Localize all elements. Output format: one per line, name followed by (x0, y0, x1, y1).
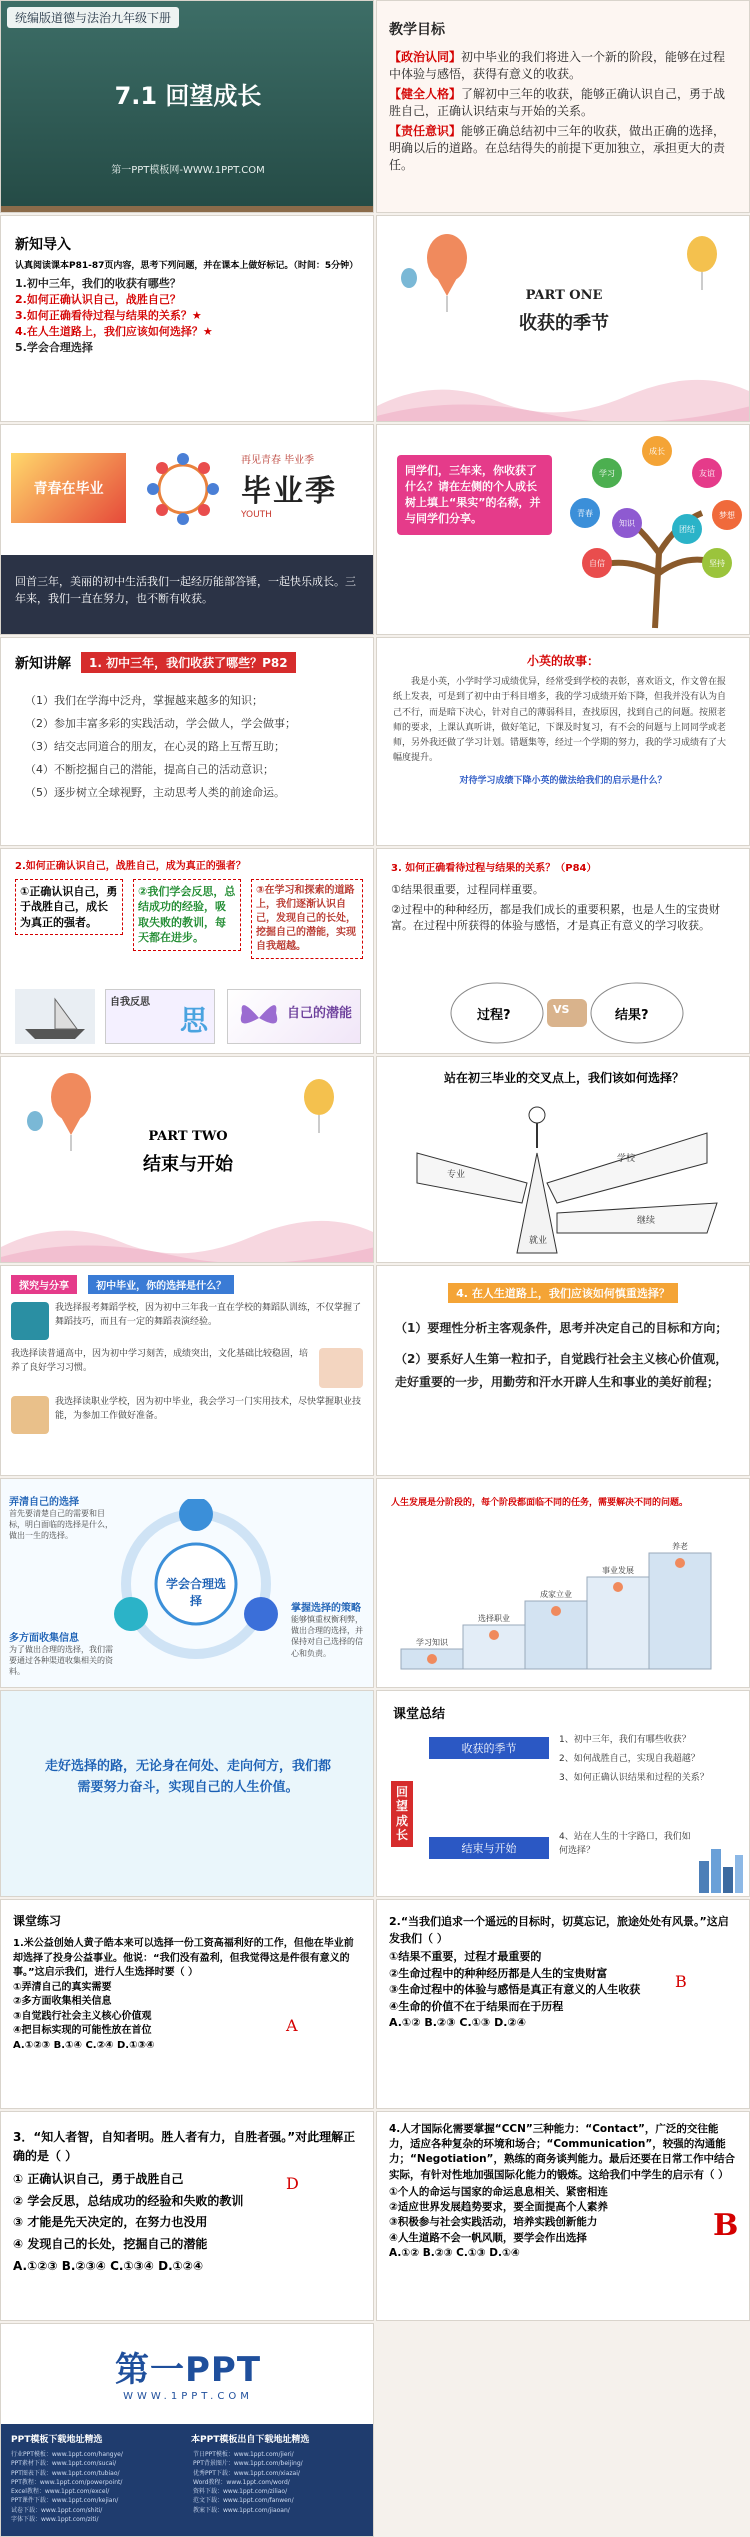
student-image (319, 1348, 363, 1388)
footer-link[interactable]: PPT背景图片：www.1ppt.com/beijing/ (193, 2460, 303, 2468)
explore-tag: 探究与分享 (11, 1275, 77, 1294)
choice-vocational: 我选择读职业学校，因为初中毕业，我会学习一门实用技术，尽快掌握职业技能，为参加工作做好准备。 (55, 1397, 362, 1421)
banner-youth-graduation: 青春在毕业 (11, 453, 126, 523)
grade-tag: 统编版道德与法治九年级下册 (7, 7, 179, 28)
self-reflection-image (105, 989, 215, 1044)
quote-text: 走好选择的路，无论身在何处、走向何方，我们都需要努力奋斗，实现自己的人生价值。 (44, 1759, 331, 1795)
exercise-option: ① 正确认识自己，勇于战胜自己 (13, 2172, 184, 2187)
photo-strip (1, 425, 374, 555)
stage-label: 选择职业 (478, 1614, 510, 1623)
stage-label: 学习知识 (416, 1638, 448, 1647)
slide-part-one (376, 215, 750, 422)
tree-fruit-label: 自信 (589, 559, 605, 568)
graduation-caption: 回首三年，美丽的初中生活我们一起经历能部答锤，一起快乐成长。三年来，我们一直在努力，也不断有收获。 (15, 575, 356, 606)
footer-logo-area (1, 2324, 374, 2424)
footer-link[interactable]: Excel教程：www.1ppt.com/excel/ (11, 2488, 110, 2496)
exercise-option: ①个人的命运与国家的命运息息相关、紧密相连 (389, 2185, 608, 2198)
footer-links-area (1, 2424, 374, 2537)
chalk-ledge (1, 206, 374, 213)
lesson-title: 7.1 回望成长 (114, 82, 262, 110)
slide-part-two (0, 1056, 374, 1263)
section-question: 2.如何正确认识自己，战胜自己，成为真正的强者？ (15, 861, 246, 872)
slide-careful-choice (376, 1265, 750, 1476)
tree-fruit-label: 梦想 (719, 511, 735, 520)
step-title: 弄清自己的选择 (9, 1497, 79, 1508)
stage-label: 成家立业 (540, 1590, 572, 1599)
footer-left-title: PPT模板下载地址精选 (11, 2435, 103, 2445)
slide-intro (0, 215, 374, 422)
slide-life-stages (376, 1478, 750, 1688)
exercise-option: ①弄清自己的真实需要 (13, 1981, 112, 1993)
sign-label: 专业 (447, 1170, 466, 1180)
harvest-item: （3）结交志同道合的朋友，在心灵的路上互帮互助； (25, 740, 285, 754)
footer-link[interactable]: Word教程：www.1ppt.com/word/ (193, 2478, 290, 2486)
tree-fruit-label: 坚持 (709, 559, 725, 568)
growth-tree-image (567, 433, 747, 633)
slide-process-result (376, 848, 750, 1054)
step-collect (9, 1629, 119, 1678)
stage-person-icon (489, 1630, 499, 1640)
summary-item: 3、如何正确认识结果和过程的关系？ (559, 1772, 709, 1783)
point-2: ②过程中的种种经历，都是我们成长的重要积累，也是人生的宝贵财富。在过程中所获得的体验与感悟，才是真正有意义的学习收获。 (391, 902, 720, 932)
exercise-option: ②生命过程中的种种经历都是人生的宝贵财富 (389, 1966, 608, 1980)
exercise-choices: A.①②③ B.①④ C.②④ D.①③④ (13, 2039, 155, 2051)
stages-caption: 人生发展是分阶段的，每个阶段都面临不同的任务，需要解决不同的问题。 (391, 1498, 689, 1508)
exercise-question: 2.“当我们追求一个遥远的目标时，切莫忘记，旅途处处有风景。”这启发我们（ ） (389, 1915, 729, 1945)
exercise-option: ③积极参与社会实践活动，培养实践创新能力 (389, 2216, 598, 2229)
point-box-1: ①正确认识自己，勇于战胜自己，成长为真正的强者。 (15, 879, 123, 935)
step-title: 多方面收集信息 (9, 1633, 79, 1644)
intro-heading: 新知导入 (15, 237, 71, 253)
stage-person-icon (427, 1654, 437, 1664)
slide-exercise-1 (0, 1899, 374, 2109)
stage-label: 事业发展 (602, 1566, 634, 1575)
vs-label: VS (553, 1003, 570, 1016)
footer-link[interactable]: 节日PPT模板：www.1ppt.com/jieri/ (193, 2451, 294, 2458)
slide-goals (376, 0, 750, 213)
footer-link[interactable]: 优秀PPT下载：www.1ppt.com/xiazai/ (193, 2469, 300, 2477)
choice-dance: 我选择报考舞蹈学校，因为初中三年我一直在学校的舞蹈队训练，不仅掌握了舞蹈技巧，而且有一定的舞蹈表演经验。 (55, 1303, 362, 1327)
butterfly-icon (234, 993, 284, 1043)
footer-link[interactable]: PPT素材下载：www.1ppt.com/sucai/ (11, 2460, 117, 2468)
intro-instruction: 认真阅读课本P81-87页内容，思考下列问题，并在课本上做好标记。（时间：5分钟） (15, 261, 359, 271)
section-heading: 新知讲解 (15, 655, 71, 672)
crossroads-sketch (407, 1093, 727, 1259)
banner-calligraphy (241, 451, 366, 529)
intro-question: 4.在人生道路上，我们应该如何选择？★ (15, 324, 213, 338)
summary-item: 2、如何战胜自己，实现自我超越？ (559, 1753, 700, 1764)
footer-link[interactable]: 试卷下载：www.1ppt.com/shiti/ (11, 2506, 103, 2514)
footer-logo: 第一PPT (114, 2350, 262, 2390)
footer-link[interactable]: 字体下载：www.1ppt.com/ziti/ (11, 2516, 99, 2524)
exercise-option: ③ 才能是先天决定的，在努力也没用 (13, 2215, 208, 2230)
point-1: （1）要理性分析主客观条件，思考并决定自己的目标和方向； (395, 1321, 728, 1335)
stage-person-icon (551, 1606, 561, 1616)
slide-how-to-choose (0, 1478, 374, 1688)
dancer-image (11, 1302, 49, 1340)
exercise-question: 3．“知人者智，自知者明。胜人者有力，自胜者强。”对此理解正确的是（ ） (13, 2130, 356, 2163)
exercise-option: ④人生道路不会一帆风顺，要学会作出选择 (389, 2231, 587, 2244)
goal-item: 【健全人格】了解初中三年的收获，能够正确认识自己，勇于战胜自己，正确认识结束与开始的关系。 (389, 86, 726, 119)
slide-summary (376, 1690, 750, 1897)
slide-exercise-3 (0, 2111, 374, 2321)
intro-question: 5.学会合理选择 (15, 340, 93, 354)
exercise-option: ④把目标实现的可能性放在首位 (13, 2025, 152, 2036)
goals-heading: 教学目标 (389, 22, 445, 38)
exercise-choices: A.①②③ B.②③④ C.①③④ D.①②④ (13, 2258, 204, 2273)
exercise-answer: A (286, 2016, 298, 2035)
slide-story (376, 637, 750, 846)
question-bubble: 同学们，三年来，你收获了什么？请在左侧的个人成长树上填上“果实”的名称，并与同学们分享。 (397, 455, 552, 535)
boat-image (15, 989, 95, 1044)
potential-caption: 自己的潜能 (286, 1006, 352, 1021)
slide-harvest (0, 637, 374, 846)
question-banner: 1. 初中三年，我们收获了哪些？P82 (81, 652, 296, 673)
summary-core: 回望成长 (391, 1781, 413, 1847)
exercise-option: ④生命的价值不在于结果而在于历程 (389, 1999, 564, 2013)
exercise-option: ①结果不重要，过程才最重要的 (389, 1950, 542, 1963)
story-text: 我是小英，小学时学习成绩优异，经常受到学校的表彰，喜欢语文，作文曾在报纸上发表，可是到了初中由于科目增多，我的学习成绩开始下降，但我并没有认为自己不行，而是暗下决心，针对自己的薄弱科目，查找原因，找到自己的问题。按照老师的要求，上课认真听讲，做好笔记，下课及时复习，有不会的问题与上同同学或老师，另外我还做了学习计划。错题集等，经过一个学期的努力，我的学习成绩有了大幅度提升。 (393, 677, 727, 764)
footer-link[interactable]: PPT教程：www.1ppt.com/powerpoint/ (11, 2478, 123, 2486)
tree-fruit-label: 友谊 (699, 469, 715, 478)
exercise-answer: B (713, 2208, 739, 2243)
exercise-option: ③自觉践行社会主义核心价值观 (13, 2010, 152, 2022)
think-glyph: 思 (179, 1004, 208, 1037)
self-reflection-caption: 自我反思 (110, 997, 150, 1008)
goal-item: 【政治认同】初中毕业的我们将进入一个新的阶段，能够在过程中体验与感悟，获得有意义的收获。 (389, 50, 726, 82)
harvest-item: （4）不断挖掘自己的潜能，提高自己的活动意识； (25, 763, 274, 777)
exercise-option: ③生命过程中的体验与感悟是真正有意义的人生收获 (389, 1983, 641, 1996)
footer-right-title: 本PPT模板出自下载地址精选 (191, 2435, 310, 2445)
footer-url: WWW.1PPT.COM (123, 2391, 253, 2402)
point-box-2: ②我们学会反思，总结成功的经验，吸取失败的教训，每天都在进步。 (133, 879, 241, 951)
harvest-item: （2）参加丰富多彩的实践活动，学会做人，学会做事； (25, 717, 296, 731)
point-1: ①结果很重要，过程同样重要。 (391, 883, 544, 896)
part-title: 结束与开始 (143, 1154, 233, 1175)
story-question: 对待学习成绩下降小英的做法给我们的启示是什么？ (459, 775, 667, 786)
crossroads-title: 站在初三毕业的交叉点上，我们该如何选择？ (443, 1071, 684, 1085)
summary-heading: 课堂总结 (393, 1707, 446, 1722)
footer-link[interactable]: PPT课件下载：www.1ppt.com/kejian/ (11, 2497, 119, 2505)
exercise-option: ②多方面收集相关信息 (13, 1996, 112, 2007)
tree-fruit-label: 知识 (619, 519, 635, 528)
life-stages-stairs (391, 1519, 737, 1679)
cycle-center-label: 学会合理选择 (165, 1577, 226, 1608)
footer-link[interactable]: 教案下载：www.1ppt.com/jiaoan/ (193, 2506, 290, 2514)
footer-link[interactable]: 范文下载：www.1ppt.com/fanwen/ (193, 2497, 294, 2505)
site-caption: 第一PPT模板网-WWW.1PPT.COM (111, 165, 265, 176)
tree-fruit-label: 成长 (649, 447, 665, 456)
calligraphy-graduation: 毕业季 (241, 474, 337, 509)
intro-question: 1.初中三年，我们的收获有哪些？ (15, 277, 181, 291)
intro-question: 3.如何正确看待过程与结果的关系？★ (15, 309, 202, 323)
story-title: 小英的故事： (526, 654, 599, 668)
process-label: 过程? (477, 1008, 511, 1023)
exercise-heading: 课堂练习 (13, 1914, 62, 1928)
point-box-3: ③在学习和探索的道路上，我们逐渐认识自己，发现自己的长处，挖掘自己的潜能，实现自我超越。 (251, 879, 363, 959)
stage-person-icon (675, 1558, 685, 1568)
choice-high-school: 我选择读普通高中，因为初中学习刻苦，成绩突出，文化基础比较稳固，培养了良好学习习惯。 (11, 1349, 309, 1373)
youth-caption: YOUTH (241, 510, 272, 520)
stage-person-icon (613, 1582, 623, 1592)
kids-circle-image (133, 447, 233, 532)
slide-exercise-4 (376, 2111, 750, 2321)
goal-item: 【责任意识】能够正确总结初中三年的收获，做出正确的选择，明确以后的道路。在总结得失的前提下更加独立，承担更大的责任。 (389, 123, 726, 173)
worker-image (11, 1396, 49, 1434)
exercise-option: ④ 发现自己的长处，挖掘自己的潜能 (13, 2236, 208, 2251)
harvest-item: （5）逐步树立全球视野，主动思考人类的前途命运。 (25, 786, 285, 800)
slide-exercise-2 (376, 1899, 750, 2109)
section-question: 3. 如何正确看待过程与结果的关系？（P84） (391, 863, 597, 874)
slide-quote (0, 1690, 374, 1897)
exercise-choices: A.①② B.②③ C.①③ D.①④ (389, 2246, 520, 2259)
stage-step (649, 1553, 711, 1669)
section-question: 4. 在人生道路上，我们应该如何慎重选择？ (448, 1283, 678, 1303)
slide-explore-share (0, 1265, 374, 1476)
city-image (697, 1841, 745, 1893)
step-title: 掌握选择的策略 (291, 1603, 361, 1614)
summary-branch-1: 收获的季节 (429, 1737, 549, 1759)
slide-growth-tree (376, 424, 750, 635)
step-clarify (9, 1493, 119, 1542)
part-title: 收获的季节 (519, 313, 609, 334)
calligraphy-caption: 再见青春 毕业季 (241, 455, 315, 466)
harvest-item: （1）我们在学海中泛舟，掌握越来越多的知识； (25, 694, 263, 707)
footer-link[interactable]: 行业PPT模板：www.1ppt.com/hangye/ (11, 2451, 123, 2458)
exercise-choices: A.①② B.②③ C.①③ D.②④ (389, 2016, 527, 2029)
exercise-answer: D (286, 2174, 299, 2193)
slide-know-yourself (0, 848, 374, 1054)
step-text: 为了做出合理的选择，我们需要通过各种渠道收集相关的资料。 (9, 1645, 113, 1677)
intro-question: 2.如何正确认识自己，战胜自己？ (15, 293, 181, 307)
footer-link[interactable]: 资料下载：www.1ppt.com/ziliao/ (193, 2488, 288, 2496)
step-text: 能够慎重权衡利弊，做出合理的选择，并保持对自己选择的信心和负责。 (291, 1615, 363, 1658)
sign-label: 继续 (637, 1216, 656, 1226)
stage-label: 养老 (672, 1542, 688, 1551)
explore-question: 初中毕业，你的选择是什么？ (88, 1275, 234, 1294)
summary-branch-2: 结束与开始 (429, 1837, 549, 1859)
step-text: 首先要清楚自己的需要和目标，明白面临的选择是什么，做出一生的选择。 (9, 1509, 113, 1541)
result-label: 结果? (615, 1008, 649, 1023)
exercise-answer: B (675, 1972, 687, 1991)
summary-item: 1、初中三年，我们有哪些收获？ (559, 1735, 691, 1745)
footer-link[interactable]: PPT图表下载：www.1ppt.com/tubiao/ (11, 2469, 120, 2477)
potential-image (227, 989, 361, 1044)
point-2: （2）要系好人生第一粒扣子，自觉践行社会主义核心价值观，走好重要的一步，用勤劳和汗水开辟人生和事业的美好前程； (395, 1351, 728, 1389)
summary-item: 4、站在人生的十字路口，我们如何选择？ (559, 1832, 691, 1856)
tree-fruit-label: 学习 (599, 469, 615, 478)
footer-panel (0, 2323, 374, 2537)
step-strategy (291, 1599, 369, 1659)
tree-fruit-label: 青春 (577, 509, 593, 518)
sign-label: 就业 (529, 1236, 548, 1246)
part-label: PART ONE (525, 288, 603, 303)
exercise-question: 1.米公益创始人黄子皓本来可以选择一份工资高福利好的工作，但他在毕业前却选择了投身公益事业。他说：“我们没有盈利，但我觉得这是件很有意义的事。”这启示我们，进行人生选择时要（ ） (13, 1938, 354, 1978)
exercise-option: ② 学会反思，总结成功的经验和失败的教训 (13, 2193, 244, 2208)
sign-label: 学校 (617, 1154, 636, 1164)
part-label: PART TWO (148, 1129, 228, 1144)
slide-graduation (0, 424, 374, 635)
slide-cover (0, 0, 374, 213)
slide-crossroads (376, 1056, 750, 1263)
exercise-option: ②适应世界发展趋势要求，要全面提高个人素养 (389, 2201, 608, 2214)
tree-fruit-label: 团结 (679, 525, 695, 534)
exercise-question: 4.人才国际化需要掌握“CCN”三种能力：“Contact”，广泛的交往能力，适应各种复杂的环境和场合；“Communication”，较强的沟通能力；“Negotiation”，熟练的商务谈判能力。最后还要在日常工作中结合实际，有针对性地加强国际化能力的锻炼。这给我们中学生的启示有（ ） (389, 2123, 735, 2181)
